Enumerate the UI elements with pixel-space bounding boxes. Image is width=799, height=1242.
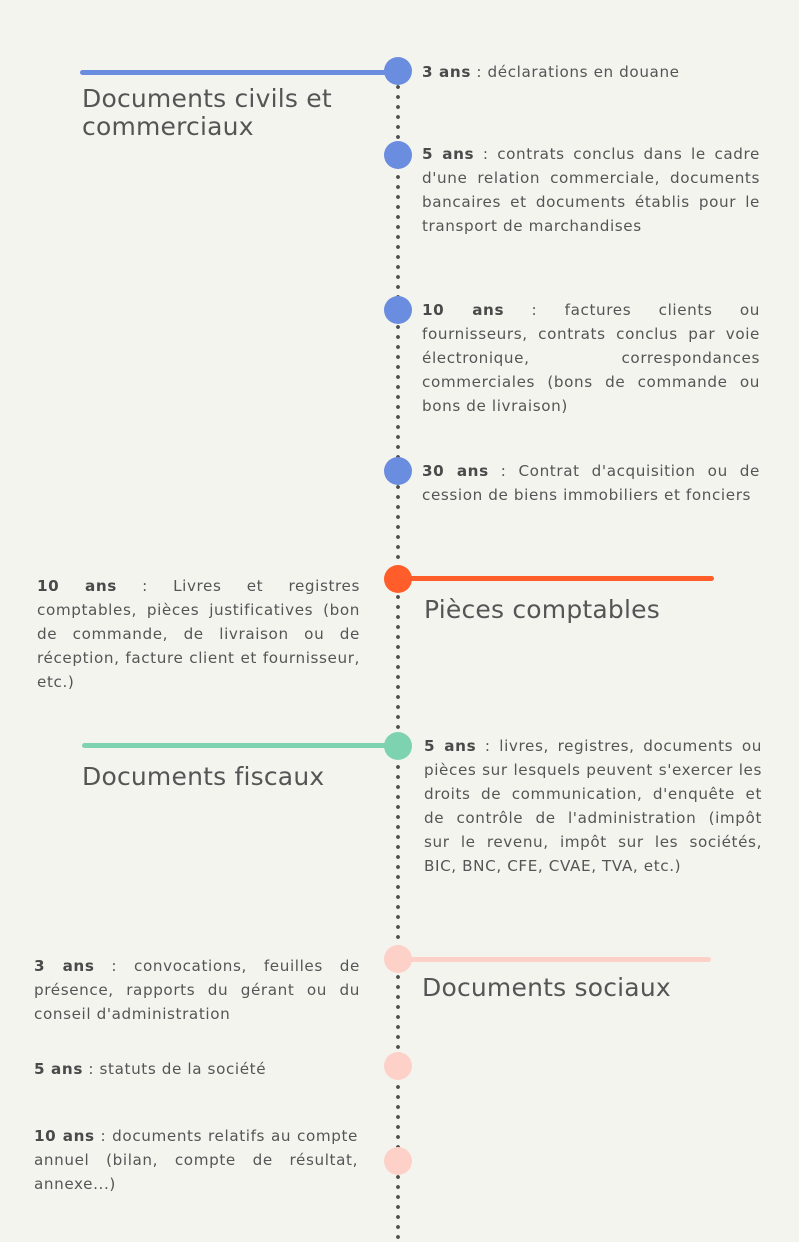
fiscaux-item-1 bbox=[424, 734, 762, 878]
item-text: : statuts de la société bbox=[82, 1060, 267, 1078]
fiscaux-heading: Documents fiscaux bbox=[82, 762, 325, 791]
duration-label: 3 ans bbox=[34, 957, 95, 975]
sociaux-dot-icon bbox=[384, 945, 412, 973]
civils-dot-icon bbox=[384, 457, 412, 485]
item-text: : documents relatifs au compte annuel (bilan, compte de résultat, annexe...) bbox=[34, 1127, 359, 1193]
duration-label: 10 ans bbox=[34, 1127, 95, 1145]
civils-item-2 bbox=[422, 142, 760, 238]
duration-label: 10 ans bbox=[37, 577, 117, 595]
sociaux-item-2 bbox=[34, 1057, 360, 1081]
item-text: : contrats conclus dans le cadre d'une relation commerciale, documents bancaires et documents établis pour le transport de marchandises bbox=[422, 145, 760, 235]
sociaux-connector-line bbox=[400, 957, 711, 962]
sociaux-heading: Documents sociaux bbox=[422, 973, 671, 1002]
civils-connector-line bbox=[80, 70, 390, 75]
civils-dot-icon bbox=[384, 57, 412, 85]
civils-item-3 bbox=[422, 298, 760, 418]
civils-dot-icon bbox=[384, 141, 412, 169]
sociaux-item-1 bbox=[34, 954, 360, 1026]
comptables-heading: Pièces comptables bbox=[424, 595, 660, 624]
fiscaux-dot-icon bbox=[384, 732, 412, 760]
civils-dot-icon bbox=[384, 296, 412, 324]
item-text: : Contrat d'acquisition ou de cession de biens immobiliers et fonciers bbox=[422, 462, 760, 504]
sociaux-item-3 bbox=[34, 1124, 358, 1196]
comptables-connector-line bbox=[400, 576, 714, 581]
item-text: : déclarations en douane bbox=[470, 63, 680, 81]
comptables-dot-icon bbox=[384, 565, 412, 593]
duration-label: 30 ans bbox=[422, 462, 489, 480]
item-text: : livres, registres, documents ou pièces sur lesquels peuvent s'exercer les droits de communication, d'enquête et de contrôle de l'administration (impôt sur le revenu, impôt sur les sociétés, BIC, BNC, CFE, CVAE, TVA, etc.) bbox=[424, 737, 762, 875]
duration-label: 10 ans bbox=[422, 301, 505, 319]
duration-label: 5 ans bbox=[424, 737, 477, 755]
comptables-item-1 bbox=[37, 574, 360, 694]
duration-label: 5 ans bbox=[422, 145, 475, 163]
duration-label: 5 ans bbox=[34, 1060, 83, 1078]
civils-item-1 bbox=[422, 60, 760, 84]
item-text: : Livres et registres comptables, pièces justificatives (bon de commande, de livraison ou de réception, facture client et fournisseur, etc.) bbox=[37, 577, 360, 691]
civils-heading: Documents civils et commerciaux bbox=[82, 84, 332, 141]
item-text: : factures clients ou fournisseurs, contrats conclus par voie électronique, correspondances commerciales (bons de commande ou bons de livraison) bbox=[422, 301, 760, 415]
civils-item-4 bbox=[422, 459, 760, 507]
sociaux-dot-icon bbox=[384, 1147, 412, 1175]
sociaux-dot-icon bbox=[384, 1052, 412, 1080]
item-text: : convocations, feuilles de présence, rapports du gérant ou du conseil d'administration bbox=[34, 957, 360, 1023]
fiscaux-connector-line bbox=[82, 743, 392, 748]
duration-label: 3 ans bbox=[422, 63, 471, 81]
